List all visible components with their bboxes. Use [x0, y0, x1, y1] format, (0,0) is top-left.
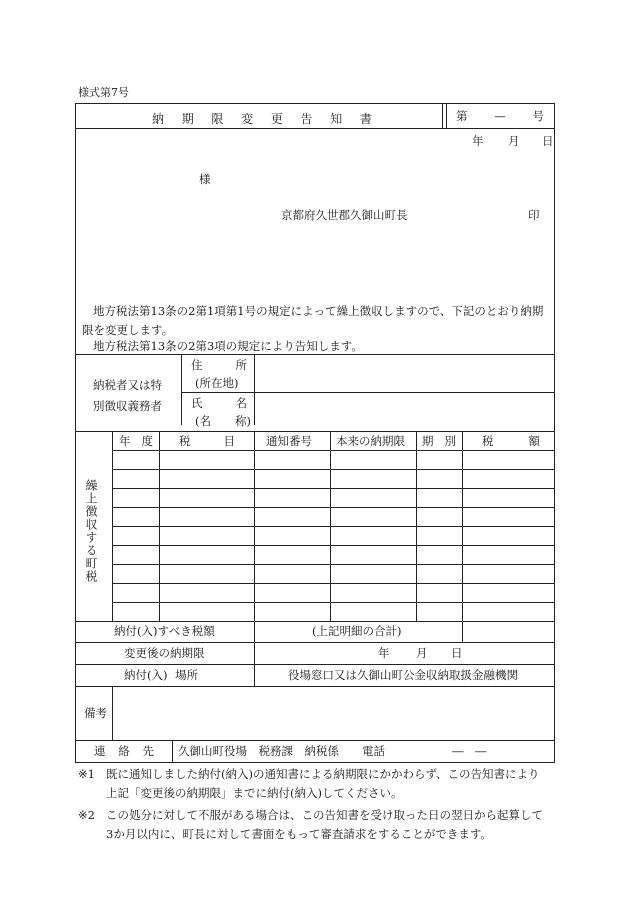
taxpayer-label-line1: 納税者又は特	[93, 378, 162, 392]
payable-amount-label: 納付(入)すべき税額	[114, 624, 215, 638]
title-char: 知	[330, 112, 343, 126]
name-label: 氏 名	[191, 396, 247, 410]
notice-form	[75, 103, 555, 763]
notice-paragraph: 地方税法第13条の2第1項第1号の規定によって繰上徴収しますので、下記のとおり納期限を変更します。	[82, 304, 544, 337]
note-1-line2: 上記「変更後の納期限」までに納付(納入)してください。	[106, 786, 403, 800]
seal-mark: 印	[528, 208, 540, 222]
number-suffix: 号	[532, 109, 544, 123]
taxpayer-label-line2: 別徴収義務者	[93, 399, 162, 413]
payment-place-label: 納付(入) 場所	[124, 668, 199, 682]
col-year: 年 度	[119, 434, 153, 448]
date-month: 月	[508, 134, 520, 148]
notice-sentence: 地方税法第13条の2第3項の規定により告知します。	[93, 339, 363, 353]
notice-number	[456, 111, 544, 123]
title-char: 期	[181, 112, 194, 126]
address-label: 住 所	[191, 358, 247, 372]
col-original-deadline: 本来の納期限	[336, 434, 405, 448]
number-prefix: 第	[456, 109, 468, 123]
number-dash: —	[494, 109, 506, 123]
form-number: 様式第7号	[78, 86, 129, 99]
details-side-label: 繰上徴収する町税	[84, 479, 98, 583]
date-year: 年	[472, 134, 484, 148]
note-1-line1: 既に通知しました納付(納入)の通知書による納期限にかかわらず、この告知書により	[106, 767, 540, 781]
note-2-line1: この処分に対して不服がある場合は、この告知書を受け取った日の翌日から起算して	[106, 808, 543, 822]
contact-value: 久御山町役場 税務課 納税係 電話	[178, 744, 385, 758]
date-day: 日	[542, 134, 554, 148]
title-char: 変	[241, 112, 254, 126]
issuer-name: 京都府久世郡久御山町長	[281, 208, 408, 222]
contact-phone: ― ―	[452, 744, 487, 758]
new-deadline-year: 年	[378, 646, 390, 660]
col-tax-item: 税 目	[179, 434, 235, 448]
col-tax-amount: 税 額	[482, 434, 540, 448]
note-1-mark: ※1	[78, 767, 95, 781]
payable-amount-note: (上記明細の合計)	[312, 624, 402, 638]
address-sublabel: (所在地)	[195, 376, 239, 390]
title-char: 更	[270, 112, 283, 126]
title-char: 納	[152, 112, 165, 126]
form-title	[152, 113, 372, 125]
contact-label: 連 絡 先	[94, 744, 154, 758]
col-notice-number: 通知番号	[266, 434, 312, 448]
new-deadline-day: 日	[451, 646, 463, 660]
title-char: 告	[300, 112, 313, 126]
remarks-label: 備考	[84, 706, 107, 720]
note-2-line2: 3か月以内に、町長に対して書面をもって審査請求をすることができます。	[106, 827, 492, 841]
title-char: 書	[359, 112, 372, 126]
payment-place-value: 役場窓口又は久御山町公金収納取扱金融機関	[288, 668, 518, 682]
name-sublabel: (名 称)	[195, 414, 251, 428]
note-2-mark: ※2	[78, 808, 95, 822]
col-period: 期 別	[422, 434, 456, 448]
recipient-suffix: 様	[199, 172, 211, 186]
title-char: 限	[211, 112, 224, 126]
new-deadline-month: 月	[416, 646, 428, 660]
new-deadline-label: 変更後の納期限	[124, 646, 205, 660]
